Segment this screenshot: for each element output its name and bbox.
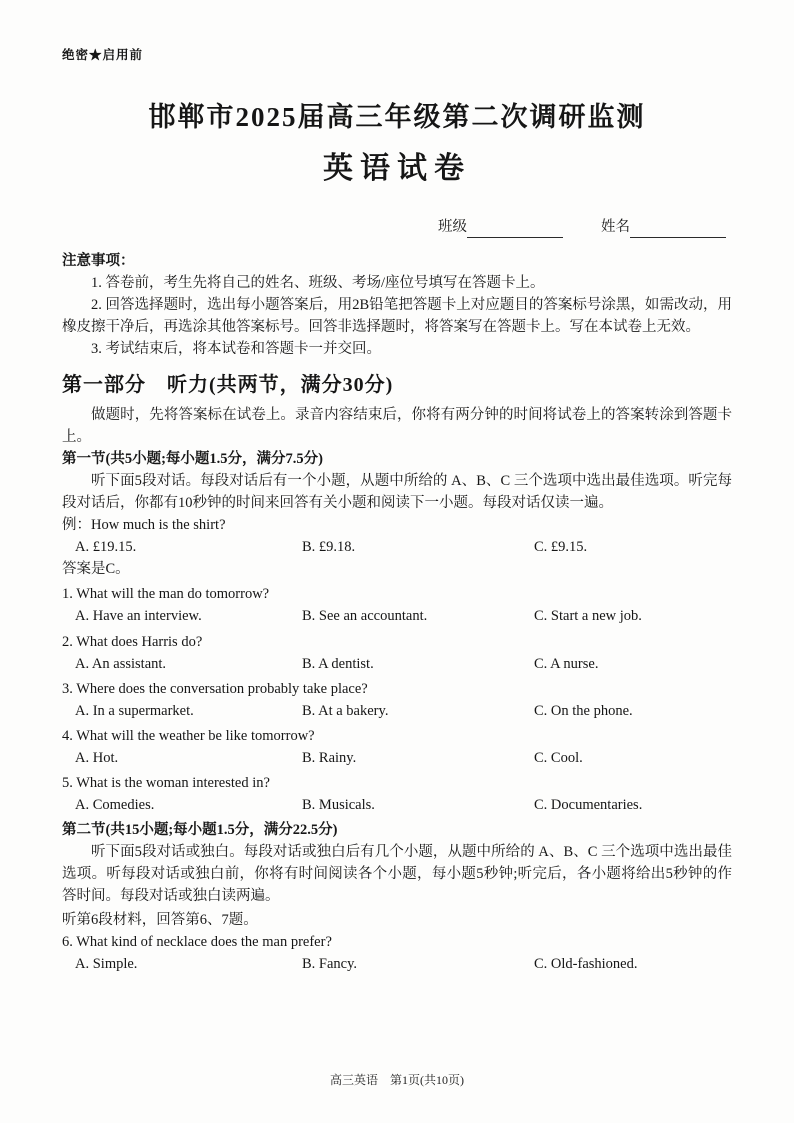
option-c: C. Old-fashioned.: [534, 955, 638, 972]
notice-item-3: 3. 考试结束后，将本试卷和答题卡一并交回。: [91, 340, 381, 357]
example-question-text: 例：How much is the shirt?: [62, 517, 226, 534]
notice-heading: 注意事项：: [62, 252, 135, 269]
name-label: 姓名: [601, 218, 630, 235]
question-block-1: [62, 583, 732, 627]
option-a: A. Hot.: [75, 749, 119, 766]
exam-subtitle: 英语试卷: [323, 152, 471, 186]
option-a: A. Simple.: [75, 955, 138, 972]
section1-instructions: 听下面5段对话。每段对话后有一个小题，从题中所给的 A、B、C 三个选项中选出最佳选项。听完每段对话后，你都有10秒钟的时间来回答有关小题和阅读下一小题。每段对话仅读一遍。: [62, 473, 732, 512]
section2-instructions: 听下面5段对话或独白。每段对话或独白后有几个小题，从题中所给的 A、B、C 三个选项中选出最佳选项。听每段对话或独白前，你将有时间阅读各个小题，每小题5秒钟;听完后，各小题将给出5秒钟的作答时间。每段对话或独白读两遍。: [62, 843, 732, 904]
student-info-row: [62, 216, 732, 238]
options-row: [62, 605, 732, 627]
question-block-4: [62, 725, 732, 769]
option-c: C. Cool.: [534, 749, 583, 766]
option-b: B. Fancy.: [302, 955, 358, 972]
example-answer: 答案是C。: [62, 561, 130, 578]
example-options-row: [62, 536, 732, 558]
option-b: B. Rainy.: [302, 749, 357, 766]
option-a: A. In a supermarket.: [75, 702, 194, 719]
option-c: C. A nurse.: [534, 655, 599, 672]
option-c: C. Start a new job.: [534, 608, 642, 625]
question-block-6: [62, 931, 732, 975]
example-question-block: [62, 514, 732, 580]
notice-item-2: 2. 回答选择题时，选出每小题答案后，用2B铅笔把答题卡上对应题目的答案标号涂黑，如需改动，用橡皮擦干净后，再选涂其他答案标号。回答非选择题时，将答案写在答题卡上。写在本试卷上无效。: [62, 296, 732, 335]
option-b: B. At a bakery.: [302, 702, 389, 719]
options-row: [62, 794, 732, 816]
option-a: A. Comedies.: [75, 796, 155, 813]
example-option-b: B. £9.18.: [302, 539, 356, 556]
options-row: [62, 747, 732, 769]
exam-title: 邯郸市2025届高三年级第二次调研监测: [148, 102, 646, 132]
page-footer: 高三英语 第1页(共10页): [330, 1072, 464, 1087]
class-label: 班级: [438, 218, 467, 235]
option-c: C. Documentaries.: [534, 796, 643, 813]
question-block-2: [62, 631, 732, 675]
options-row: [62, 653, 732, 675]
example-option-a: A. £19.15.: [75, 539, 137, 556]
option-a: A. Have an interview.: [75, 608, 202, 625]
question-text: 3. Where does the conversation probably take place?: [62, 680, 368, 697]
question-block-5: [62, 772, 732, 816]
option-c: C. On the phone.: [534, 702, 633, 719]
options-row: [62, 700, 732, 722]
options-row: [62, 953, 732, 975]
question-text: 6. What kind of necklace does the man prefer?: [62, 933, 332, 950]
question-block-3: [62, 678, 732, 722]
question-text: 1. What will the man do tomorrow?: [62, 586, 270, 603]
section2-heading: 第二节(共15小题;每小题1.5分，满分22.5分): [62, 821, 338, 838]
example-option-c: C. £9.15.: [534, 539, 588, 556]
question-text: 2. What does Harris do?: [62, 633, 203, 650]
part1-heading: 第一部分 听力(共两节，满分30分): [62, 373, 394, 396]
option-a: A. An assistant.: [75, 655, 167, 672]
class-blank-line: [467, 221, 563, 238]
question-text: 5. What is the woman interested in?: [62, 774, 270, 791]
section1-heading: 第一节(共5小题;每小题1.5分，满分7.5分): [62, 451, 323, 468]
classification-label: 绝密★启用前: [62, 48, 144, 62]
option-b: B. A dentist.: [302, 655, 374, 672]
part1-intro: 做题时，先将答案标在试卷上。录音内容结束后，你将有两分钟的时间将试卷上的答案转涂到答题卡上。: [62, 407, 732, 446]
option-b: B. Musicals.: [302, 796, 375, 813]
notice-item-1: 1. 答卷前，考生先将自己的姓名、班级、考场/座位号填写在答题卡上。: [91, 274, 545, 291]
name-blank-line: [630, 221, 726, 238]
question-text: 4. What will the weather be like tomorrow?: [62, 727, 315, 744]
material-note-6: 听第6段材料，回答第6、7题。: [62, 911, 258, 928]
option-b: B. See an accountant.: [302, 608, 428, 625]
